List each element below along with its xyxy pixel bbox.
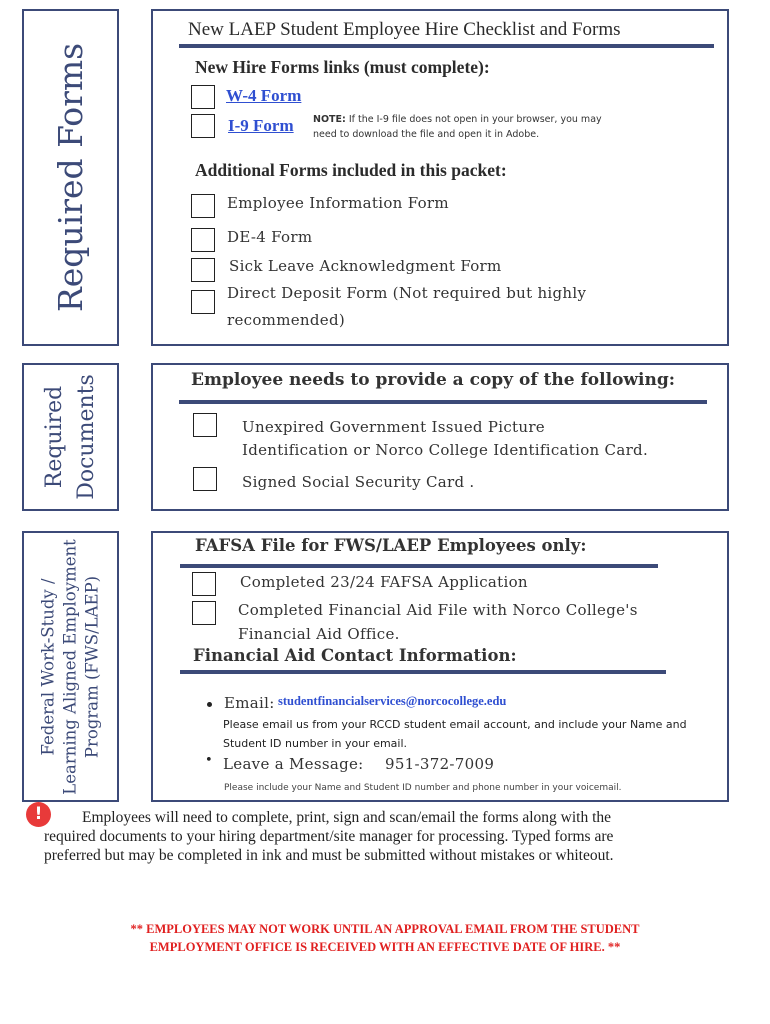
fafsa-label-line3: Program (FWS/LAEP) — [82, 575, 102, 758]
direct-deposit-form-item-cont: recommended) — [227, 311, 345, 329]
required-documents-label-line2: Documents — [73, 374, 99, 500]
title-rule — [179, 44, 714, 48]
required-forms-side-label — [22, 9, 119, 346]
contact-heading-rule — [180, 670, 666, 674]
sick-leave-checkbox[interactable] — [191, 258, 215, 282]
financial-aid-file-item — [238, 598, 638, 646]
instructions-line2: required documents to your hiring department/site manager for processing. Typed forms are — [44, 828, 614, 845]
instructions-paragraph — [44, 808, 744, 865]
message-label: Leave a Message: — [223, 755, 364, 773]
email-label: Email: — [224, 694, 275, 712]
instructions-line1: Employees will need to complete, print, sign and scan/email the forms along with the — [82, 809, 612, 826]
note-label: NOTE: — [313, 114, 346, 125]
fafsa-application-item: Completed 23/24 FAFSA Application — [240, 573, 528, 591]
additional-forms-heading: Additional Forms included in this packet: — [195, 160, 507, 180]
w4-checkbox[interactable] — [191, 85, 215, 109]
alert-icon: ! — [26, 802, 51, 827]
financial-aid-file-line1: Completed Financial Aid File with Norco College's — [238, 601, 638, 619]
social-security-item: Signed Social Security Card . — [242, 473, 475, 491]
i9-checkbox[interactable] — [191, 114, 215, 138]
financial-aid-file-checkbox[interactable] — [192, 601, 216, 625]
contact-heading: Financial Aid Contact Information: — [193, 646, 517, 665]
email-note-line2: Student ID number in your email. — [223, 737, 408, 750]
photo-id-item — [242, 416, 648, 462]
approval-warning-line2: EMPLOYMENT OFFICE IS RECEIVED WITH AN EFFECTIVE DATE OF HIRE. ** — [149, 940, 621, 954]
email-note — [223, 715, 687, 753]
i9-form-link[interactable]: I-9 Form — [228, 116, 294, 135]
required-documents-side-label — [22, 363, 119, 511]
fafsa-label-line1: Federal Work-Study / — [38, 577, 58, 756]
de4-checkbox[interactable] — [191, 228, 215, 252]
required-forms-label-text: Required Forms — [51, 42, 91, 313]
w4-form-link[interactable]: W-4 Form — [226, 86, 302, 105]
photo-id-checkbox[interactable] — [193, 413, 217, 437]
phone-number: 951-372-7009 — [385, 755, 495, 773]
message-note: Please include your Name and Student ID number and phone number in your voicemail. — [224, 783, 622, 793]
email-address-link[interactable]: studentfinancialservices@norcocollege.edu — [278, 694, 507, 708]
approval-warning-line1: ** EMPLOYEES MAY NOT WORK UNTIL AN APPROVAL EMAIL FROM THE STUDENT — [130, 922, 640, 936]
direct-deposit-checkbox[interactable] — [191, 290, 215, 314]
i9-note — [313, 112, 643, 142]
financial-aid-file-line2: Financial Aid Office. — [238, 625, 400, 643]
de4-form-item: DE-4 Form — [227, 228, 313, 246]
instructions-line3: preferred but may be completed in ink and must be submitted without mistakes or whiteout. — [44, 847, 614, 864]
message-bullet: • — [205, 753, 213, 768]
required-documents-label-line1: Required — [41, 385, 67, 489]
fafsa-heading-rule — [180, 564, 658, 568]
direct-deposit-form-item: Direct Deposit Form (Not required but highly — [227, 284, 587, 302]
employee-info-form-item: Employee Information Form — [227, 194, 449, 212]
sick-leave-form-item: Sick Leave Acknowledgment Form — [229, 257, 502, 275]
fafsa-side-label — [22, 531, 119, 802]
new-hire-heading: New Hire Forms links (must complete): — [195, 57, 490, 77]
note-text-line1: If the I-9 file does not open in your browser, you may — [348, 114, 602, 125]
documents-heading-rule — [179, 400, 707, 404]
note-text-line2: need to download the file and open it in Adobe. — [313, 129, 540, 140]
photo-id-item-line1: Unexpired Government Issued Picture — [242, 418, 545, 436]
social-security-checkbox[interactable] — [193, 467, 217, 491]
fafsa-label-line2: Learning Aligned Employment — [60, 538, 80, 795]
fafsa-heading: FAFSA File for FWS/LAEP Employees only: — [195, 536, 587, 555]
employee-info-checkbox[interactable] — [191, 194, 215, 218]
page-title: New LAEP Student Employee Hire Checklist and Forms — [188, 19, 621, 40]
email-note-line1: Please email us from your RCCD student email account, and include your Name and — [223, 718, 687, 731]
approval-warning — [0, 920, 770, 956]
documents-heading: Employee needs to provide a copy of the following: — [191, 370, 676, 390]
email-bullet — [207, 702, 212, 707]
photo-id-item-line2: Identification or Norco College Identification Card. — [242, 441, 649, 459]
fafsa-application-checkbox[interactable] — [192, 572, 216, 596]
